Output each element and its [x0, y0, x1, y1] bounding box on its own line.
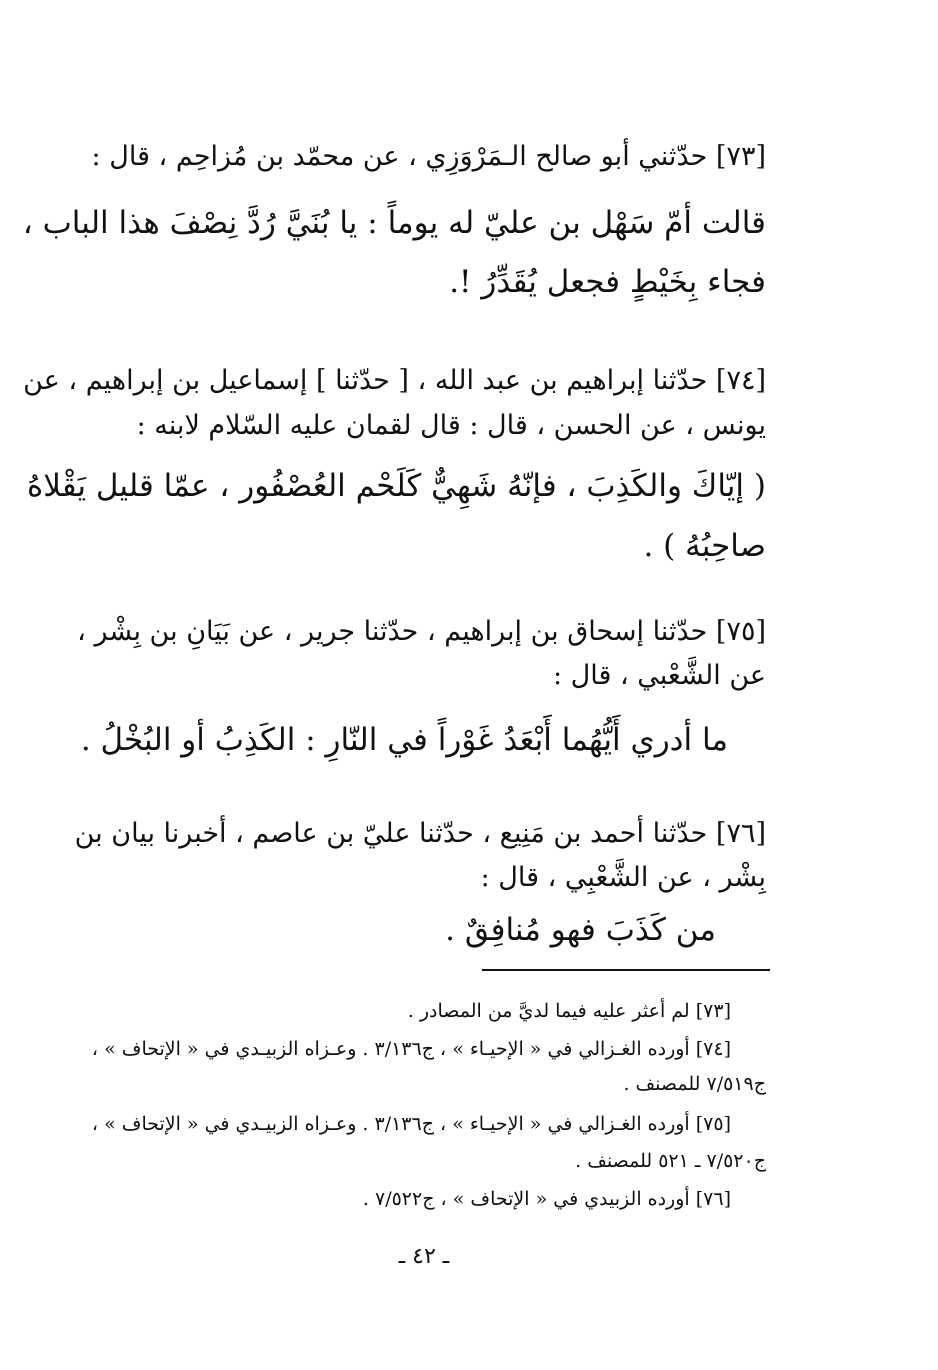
matn-line: ( إيّاكَ والكَذِبَ ، فإنّهُ شَهِيٌّ كَلَحْم العُصْفُور ، عمّا قليل يَقْلاهُ: [26, 468, 766, 504]
footnote-separator: [482, 969, 770, 971]
isnad-line: [٧٣] حدّثني أبو صالح الـمَرْوَزِي ، عن محمّد بن مُزاحِم ، قال :: [91, 141, 766, 172]
matn-line: قالت أمّ سَهْل بن عليّ له يوماً : يا بُنَيَّ رُدَّ نِصْفَ هذا الباب ،: [22, 205, 766, 241]
isnad-line: [٧٤] حدّثنا إبراهيم بن عبد الله ، [ حدّثنا ] إسماعيل بن إبراهيم ، عن: [23, 365, 766, 396]
matn-line: فجاء بِخَيْطٍ فجعل يُقَدِّرُ !.: [449, 264, 766, 300]
matn-line: ما أدري أَيُّهُما أَبْعَدُ غَوْراً في النّارِ : الكَذِبُ أو البُخْلُ .: [80, 722, 728, 758]
isnad-line: بِشْر ، عن الشَّعْبِي ، قال :: [480, 862, 766, 893]
isnad-line: [٧٥] حدّثنا إسحاق بن إبراهيم ، حدّثنا جرير ، عن بَيَانِ بن بِشْر ،: [77, 616, 766, 647]
isnad-line: [٧٦] حدّثنا أحمد بن مَنِيع ، حدّثنا عليّ بن عاصم ، أخبرنا بيان بن: [74, 818, 766, 849]
isnad-line: عن الشَّعْبي ، قال :: [552, 660, 766, 691]
footnote-line: [٧٥] أورده الغـزالي في « الإحيـاء » ، ج٣/١٣٦ . وعـزاه الزبيـدي في « الإتحاف » ،: [91, 1113, 731, 1135]
footnote-line: ج٧/٥٢٠ ـ ٥٢١ للمصنف .: [575, 1150, 766, 1172]
footnote-line: [٧٤] أورده الغـزالي في « الإحيـاء » ، ج٣/١٣٦ . وعـزاه الزبيـدي في « الإتحاف » ،: [91, 1038, 731, 1060]
footnote-line: ج٧/٥١٩ للمصنف .: [623, 1073, 766, 1095]
isnad-line: يونس ، عن الحسن ، قال : قال لقمان عليه السّلام لابنه :: [136, 410, 766, 441]
footnote-line: [٧٣] لم أعثر عليه فيما لديَّ من المصادر .: [407, 1000, 731, 1022]
matn-line: من كَذَبَ فهو مُنافِقٌ .: [445, 912, 716, 948]
footnote-line: [٧٦] أورده الزبيدي في « الإتحاف » ، ج٧/٥٢٢ .: [362, 1188, 731, 1210]
page-number: ـ ٤٢ ـ: [398, 1244, 450, 1269]
matn-line: صاحِبُهُ ) .: [643, 528, 766, 564]
